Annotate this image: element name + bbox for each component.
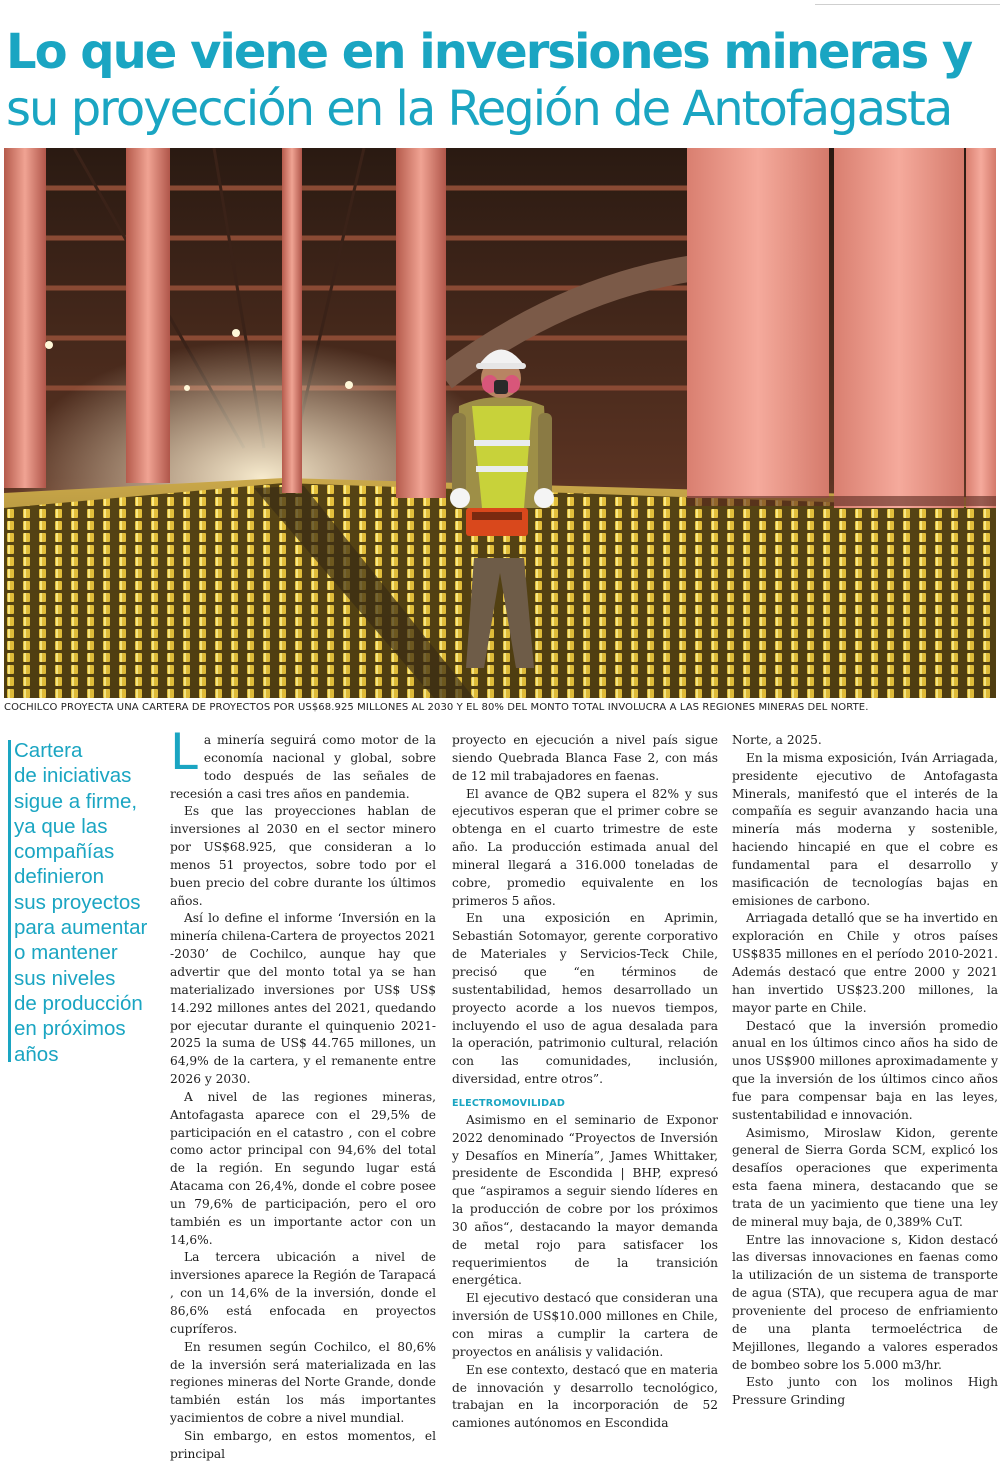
pullquote-line: ya que las [14, 814, 108, 838]
article-column-3 [732, 732, 998, 1410]
section-subhead: ELECTROMOVILIDAD [452, 1097, 566, 1109]
article-paragraph: En una exposición en Aprimin, Sebastián Sotomayor, gerente corporativo de Materiales y Servicios-Teck Chile, precisó que “en términos de sustentabilidad, hemos desarrollado un proyecto acorde a los nuevos tiempos, incluyendo el uso de agua desalada para la operación, patrimonio cultural, relación con las comunidades, inclusión, diversidad, entre otros”. [452, 911, 718, 1087]
article-paragraph: Destacó que la inversión promedio anual en los últimos cinco años ha sido de unos US$900 millones aproximadamente y que la inversión de los últimos cinco años fue para compensar baja en las leyes, sustentabilidad e innovación. [732, 1018, 998, 1122]
pullquote-bar [8, 740, 11, 1062]
article-paragraph: Norte, a 2025. [732, 733, 822, 747]
pullquote-line: sus proyectos [14, 890, 141, 914]
headline-line-1: Lo que viene en inversiones mineras y [6, 24, 972, 80]
article-paragraph: Asimismo en el seminario de Exponor 2022 denominado “Proyectos de Inversión y Desafíos en Minería”, James Whittaker, presidente de Escondida | BHP, expresó que “aspiramos a seguir siendo líderes en la producción de cobre por los próximos 30 años“, destacando la mayor demanda de metal rojo para satisfacer los requerimientos de la transición energética. [452, 1112, 718, 1288]
article-paragraph: Arriagada detalló que se ha invertido en exploración en Chile y otros países US$835 millones en el período 2010-2021. Además destacó que entre 2000 y 2021 han invertido US$23.200 millones, la mayor parte en Chile. [732, 911, 998, 1015]
article-paragraph: Asimismo, Miroslaw Kidon, gerente general de Sierra Gorda SCM, explicó los desafíos operaciones que experimenta esta faena minera, destacando que se trata de un yacimiento que tiene una ley de mineral muy baja, de 0,389% CuT. [732, 1125, 998, 1229]
article-paragraph: Entre las innovacione s, Kidon destacó las diversas innovaciones en faenas como la utilización de un sistema de transporte de agua (STA), que recupera agua de mar proveniente del proceso de enfriamiento de una planta termoeléctrica de Mejillones, llegando a valores esperados de bombeo sobre los 5.000 m3/hr. [732, 1232, 998, 1372]
article-paragraph: A nivel de las regiones mineras, Antofagasta aparece con el 29,5% de participación en el catastro , con el cobre como actor principal con 94,6% del total de la región. En segundo lugar está Atacama con 26,4%, donde el cobre posee un 79,6% de participación, pero el oro también es un importante actor con un 14,6%. [170, 1089, 436, 1247]
pullquote-line: de producción [14, 991, 143, 1015]
article-column-2 [452, 732, 718, 1433]
pullquote [14, 738, 164, 1067]
article-paragraph: Es que las proyecciones hablan de inversiones al 2030 en el sector minero por US$68.925, que consideran a lo menos 51 proyectos, sobre todo por el buen precio del cobre durante los últimos años. [170, 804, 436, 908]
article-paragraph: En resumen según Cochilco, el 80,6% de la inversión será materializada en las regiones mineras del Norte Grande, donde también están los más importantes yacimientos de cobre a nivel mundial. [170, 1339, 436, 1426]
pullquote-line: para aumentar [14, 916, 148, 940]
drop-cap: L [170, 723, 198, 781]
article-paragraph: En ese contexto, destacó que en materia de innovación y desarrollo tecnológico, trabajan en la incorporación de 52 camiones autónomos en Escondida [452, 1362, 718, 1431]
headline [6, 24, 996, 138]
pullquote-line: sigue a firme, [14, 789, 138, 813]
photo-caption: COCHILCO PROYECTA UNA CARTERA DE PROYECTOS POR US$68.925 MILLONES AL 2030 Y EL 80% DEL MONTO TOTAL INVOLUCRA A LAS REGIONES MINERAS DEL NORTE. [4, 702, 869, 713]
article-paragraph: Sin embargo, en estos momentos, el principal [170, 1428, 436, 1461]
article-paragraph: Así lo define el informe ‘Inversión en la minería chilena-Cartera de proyectos 2021 -2030’ de Cochilco, aunque hay que advertir que del monto total ya se han materializado inversiones por US$ US$ 14.292 millones antes del 2021, quedando por ejecutar durante el quinquenio 2021-2025 la suma de US$ 44.765 millones, un 64,9% de la cartera, y el remanente entre 2026 y 2030. [170, 911, 436, 1087]
pullquote-line: Cartera [14, 739, 83, 762]
article-paragraph: El ejecutivo destacó que consideran una inversión de US$10.000 millones en Chile, con miras a cumplir la cartera de proyectos en análisis y validación. [452, 1291, 718, 1359]
top-rule [815, 0, 1000, 5]
pullquote-line: en próximos [14, 1017, 126, 1041]
pullquote-line: o mantener [14, 941, 118, 965]
pullquote-line: definieron [14, 865, 105, 889]
pullquote-line: compañías [14, 840, 115, 864]
electrowinning-worker-illustration [4, 148, 996, 698]
article-paragraph: La tercera ubicación a nivel de inversiones aparece la Región de Tarapacá , con un 14,6% de la inversión, donde el 86,6% está enfocada en proyectos cupríferos. [170, 1250, 436, 1336]
article-column-1 [170, 723, 436, 1464]
article-paragraph: Esto junto con los molinos High Pressure Grinding [732, 1375, 998, 1408]
paragraph-text: a minería seguirá como motor de la economía nacional y global, sobre todo después de las señales de recesión a casi tres años en pandemia. [170, 733, 436, 801]
article-photo [4, 148, 996, 698]
article-paragraph: proyecto en ejecución a nivel país sigue siendo Quebrada Blanca Fase 2, con más de 12 mil trabajadores en faenas. [452, 733, 718, 783]
pullquote-line: de iniciativas [14, 764, 132, 788]
article-paragraph: En la misma exposición, Iván Arriagada, presidente ejecutivo de Antofagasta Minerals, manifestó que el interés de la compañía es seguir avanzando hacia una minería más moderna y sostenible, haciendo hincapié en que el cobre es fundamental para el desarrollo y masificación de tecnologías bajas en emisiones de carbono. [732, 750, 998, 908]
pullquote-line: sus niveles [14, 966, 116, 990]
pullquote-line: años [14, 1042, 59, 1066]
headline-line-2: su proyección en la Región de Antofagasta [6, 81, 952, 137]
article-paragraph: El avance de QB2 supera el 82% y sus ejecutivos esperan que el primer cobre se obtenga en el cuarto trimestre de este año. La producción estimada anual del mineral llegará a 316.000 toneladas de cobre, promedio equivalente en los primeros 5 años. [452, 786, 718, 908]
article-paragraph [170, 723, 436, 803]
